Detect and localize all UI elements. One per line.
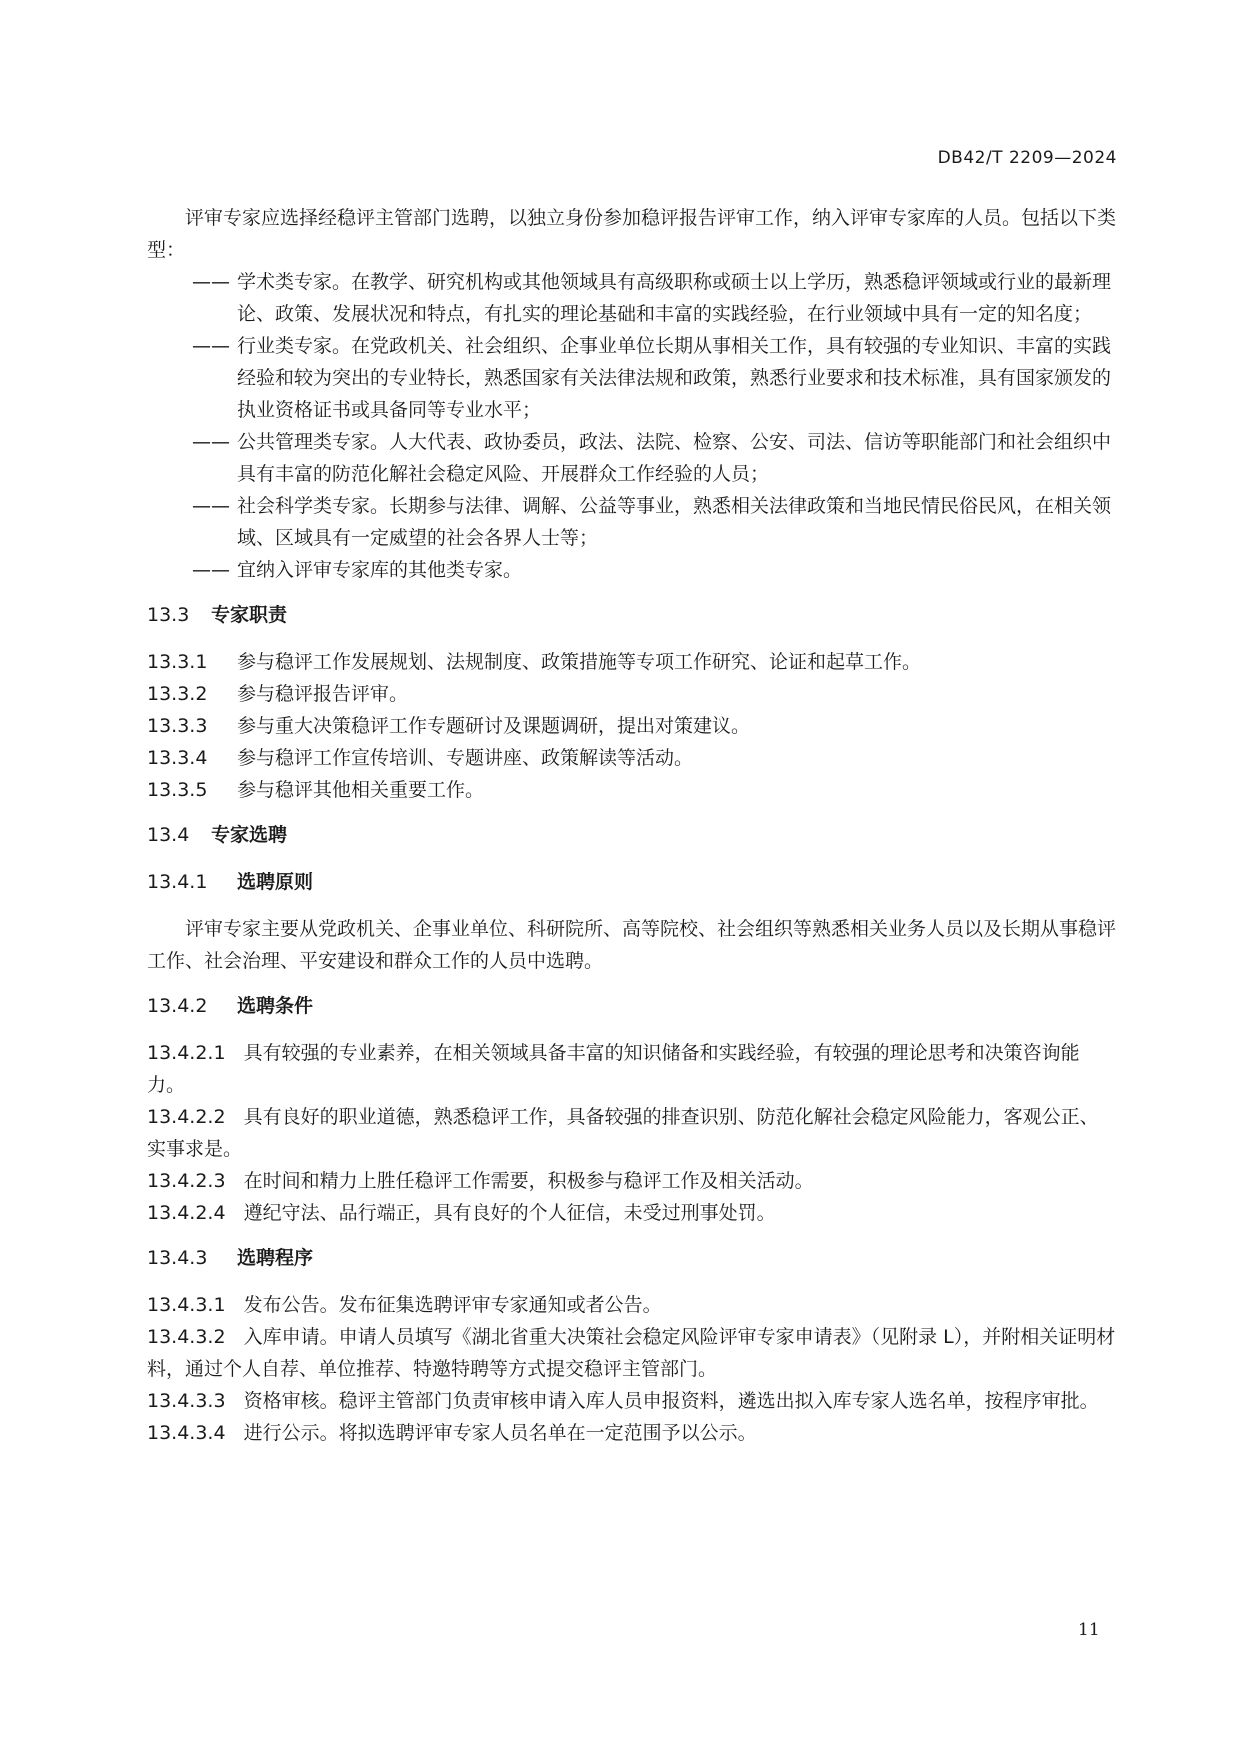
list-item <box>147 266 1117 330</box>
list-item-text: 行业类专家。在党政机关、社会组织、企事业单位长期从事相关工作，具有较强的专业知识、丰富的实践经验和较为突出的专业特长，熟悉国家有关法律法规和政策，熟悉行业要求和技术标准，具有国家颁发的执业资格证书或具备同等专业水平； <box>237 335 1112 421</box>
procedure-list <box>147 1289 1117 1449</box>
section-number: 13.4.1 <box>147 871 208 893</box>
list-item-text: 社会科学类专家。长期参与法律、调解、公益等事业，熟悉相关法律政策和当地民情民俗民风，在相关领域、区域具有一定威望的社会各界人士等； <box>237 495 1112 549</box>
clause-text: 参与重大决策稳评工作专题研讨及课题调研，提出对策建议。 <box>237 715 751 737</box>
list-item-text: 学术类专家。在教学、研究机构或其他领域具有高级职称或硕士以上学历，熟悉稳评领域或行业的最新理论、政策、发展状况和特点，有扎实的理论基础和丰富的实践经验，在行业领域中具有一定的知名度； <box>237 271 1112 325</box>
expert-type-list <box>147 266 1117 586</box>
clause-number: 13.4.3.4 <box>147 1422 226 1444</box>
clause-number: 13.3.5 <box>147 779 208 801</box>
clause-item <box>147 710 1117 742</box>
section-title: 专家选聘 <box>211 824 288 846</box>
section-number: 13.4.2 <box>147 995 208 1017</box>
dash-marker: —— <box>192 271 230 293</box>
clause-text: 参与稳评工作宣传培训、专题讲座、政策解读等活动。 <box>237 747 694 769</box>
section-number: 13.4 <box>147 824 190 846</box>
clause-number: 13.4.3.1 <box>147 1294 226 1316</box>
clause-text: 进行公示。将拟选聘评审专家人员名单在一定范围予以公示。 <box>243 1422 757 1444</box>
clause-item <box>147 678 1117 710</box>
section-heading-13-4-1 <box>147 866 1117 898</box>
clause-number: 13.4.2.1 <box>147 1042 226 1064</box>
section-heading-13-3 <box>147 599 1117 631</box>
duties-list <box>147 646 1117 806</box>
clause-text: 参与稳评其他相关重要工作。 <box>237 779 485 801</box>
conditions-list <box>147 1037 1117 1229</box>
section-title: 选聘程序 <box>237 1247 314 1269</box>
clause-text: 在时间和精力上胜任稳评工作需要，积极参与稳评工作及相关活动。 <box>243 1170 814 1192</box>
clause-number: 13.4.2.4 <box>147 1202 226 1224</box>
clause-text: 资格审核。稳评主管部门负责审核申请入库人员申报资料，遴选出拟入库专家人选名单，按程序审批。 <box>243 1390 1099 1412</box>
clause-number: 13.4.2.2 <box>147 1106 226 1128</box>
clause-text: 入库申请。申请人员填写《湖北省重大决策社会稳定风险评审专家申请表》（见附录 L），并附相关证明材料，通过个人自荐、单位推荐、特邀特聘等方式提交稳评主管部门。 <box>147 1326 1116 1380</box>
clause-number: 13.3.4 <box>147 747 208 769</box>
clause-number: 13.4.2.3 <box>147 1170 226 1192</box>
clause-item <box>147 1165 1117 1197</box>
intro-paragraph: 评审专家应选择经稳评主管部门选聘，以独立身份参加稳评报告评审工作，纳入评审专家库的人员。包括以下类型： <box>147 207 1117 261</box>
dash-marker: —— <box>192 335 230 357</box>
clause-number: 13.3.3 <box>147 715 208 737</box>
document-code: DB42/T 2209—2024 <box>937 148 1117 168</box>
clause-item <box>147 646 1117 678</box>
clause-item <box>147 774 1117 806</box>
clause-item <box>147 1321 1117 1385</box>
section-title: 专家职责 <box>211 604 288 626</box>
dash-marker: —— <box>192 495 230 517</box>
dash-marker: —— <box>192 431 230 453</box>
section-title: 选聘原则 <box>237 871 314 893</box>
clause-item <box>147 1385 1117 1417</box>
clause-text: 遵纪守法、品行端正，具有良好的个人征信，未受过刑事处罚。 <box>243 1202 776 1224</box>
clause-item <box>147 742 1117 774</box>
list-item <box>147 426 1117 490</box>
clause-number: 13.3.1 <box>147 651 208 673</box>
list-item <box>147 554 1117 586</box>
list-item-text: 公共管理类专家。人大代表、政协委员，政法、法院、检察、公安、司法、信访等职能部门和社会组织中具有丰富的防范化解社会稳定风险、开展群众工作经验的人员； <box>237 431 1112 485</box>
clause-text: 发布公告。发布征集选聘评审专家通知或者公告。 <box>243 1294 662 1316</box>
clause-text: 参与稳评工作发展规划、法规制度、政策措施等专项工作研究、论证和起草工作。 <box>237 651 922 673</box>
clause-item <box>147 1037 1117 1101</box>
dash-marker: —— <box>192 559 230 581</box>
clause-item <box>147 1101 1117 1165</box>
clause-text: 参与稳评报告评审。 <box>237 683 409 705</box>
clause-text: 具有良好的职业道德，熟悉稳评工作，具备较强的排查识别、防范化解社会稳定风险能力，客观公正、实事求是。 <box>147 1106 1099 1160</box>
section-heading-13-4 <box>147 819 1117 851</box>
clause-item <box>147 1197 1117 1229</box>
section-heading-13-4-2 <box>147 990 1117 1022</box>
clause-number: 13.3.2 <box>147 683 208 705</box>
section-title: 选聘条件 <box>237 995 314 1017</box>
page-body <box>147 202 1117 1449</box>
clause-number: 13.4.3.3 <box>147 1390 226 1412</box>
section-heading-13-4-3 <box>147 1242 1117 1274</box>
list-item <box>147 490 1117 554</box>
page-number: 11 <box>1078 1620 1100 1640</box>
clause-item <box>147 1289 1117 1321</box>
clause-item <box>147 1417 1117 1449</box>
list-item <box>147 330 1117 426</box>
clause-text: 具有较强的专业素养，在相关领域具备丰富的知识储备和实践经验，有较强的理论思考和决策咨询能力。 <box>147 1042 1080 1096</box>
principle-paragraph: 评审专家主要从党政机关、企事业单位、科研院所、高等院校、社会组织等熟悉相关业务人员以及长期从事稳评工作、社会治理、平安建设和群众工作的人员中选聘。 <box>147 918 1117 972</box>
clause-number: 13.4.3.2 <box>147 1326 226 1348</box>
section-number: 13.4.3 <box>147 1247 208 1269</box>
list-item-text: 宜纳入评审专家库的其他类专家。 <box>237 559 523 581</box>
section-number: 13.3 <box>147 604 190 626</box>
